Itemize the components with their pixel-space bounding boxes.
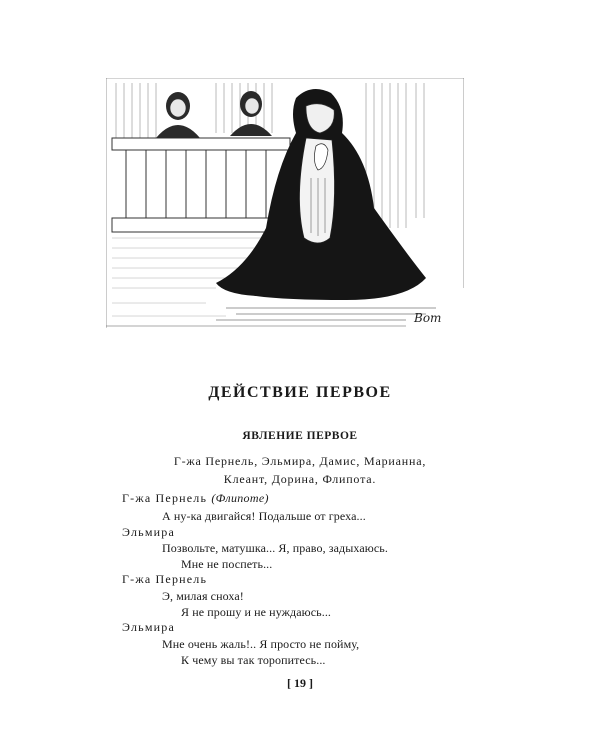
dialogue-line: Я не прошу и не нуждаюсь... xyxy=(181,605,332,619)
speaker-name xyxy=(122,572,207,587)
dialogue-line: Мне очень жаль!.. Я просто не пойму, xyxy=(162,637,360,651)
speaker-label: Г-жа Пернель xyxy=(122,491,208,505)
speaker-name xyxy=(122,620,175,635)
speaker-label: Эльмира xyxy=(122,620,175,634)
dialogue-line: К чему вы так торопитесь... xyxy=(181,653,326,667)
kneeling-woman-engraving xyxy=(106,78,464,328)
dialogue-line: Э, милая сноха! xyxy=(162,589,244,603)
dialogue-line: Позвольте, матушка... Я, право, задыхаюсь. xyxy=(162,541,388,555)
dialogue-line: Мне не поспеть... xyxy=(181,557,273,571)
illustration-signature: Вот xyxy=(414,311,442,325)
speaker-name xyxy=(122,491,269,506)
act-title: ДЕЙСТВИЕ ПЕРВОЕ xyxy=(208,384,392,401)
scene-title: ЯВЛЕНИЕ ПЕРВОЕ xyxy=(242,430,358,442)
cast-list xyxy=(120,452,480,488)
stage-direction: (Флипоте) xyxy=(211,491,269,505)
cast-line: Клеант, Дорина, Флипота. xyxy=(223,472,377,486)
cast-line: Г-жа Пернель, Эльмира, Дамис, Марианна, xyxy=(173,454,427,468)
speaker-name xyxy=(122,525,175,540)
speaker-label: Г-жа Пернель xyxy=(122,572,208,586)
illustration-engraving xyxy=(106,78,464,328)
page-number: [ 19 ] xyxy=(287,676,313,690)
speaker-label: Эльмира xyxy=(122,525,175,539)
dialogue-line: А ну-ка двигайся! Подальше от греха... xyxy=(162,509,366,523)
